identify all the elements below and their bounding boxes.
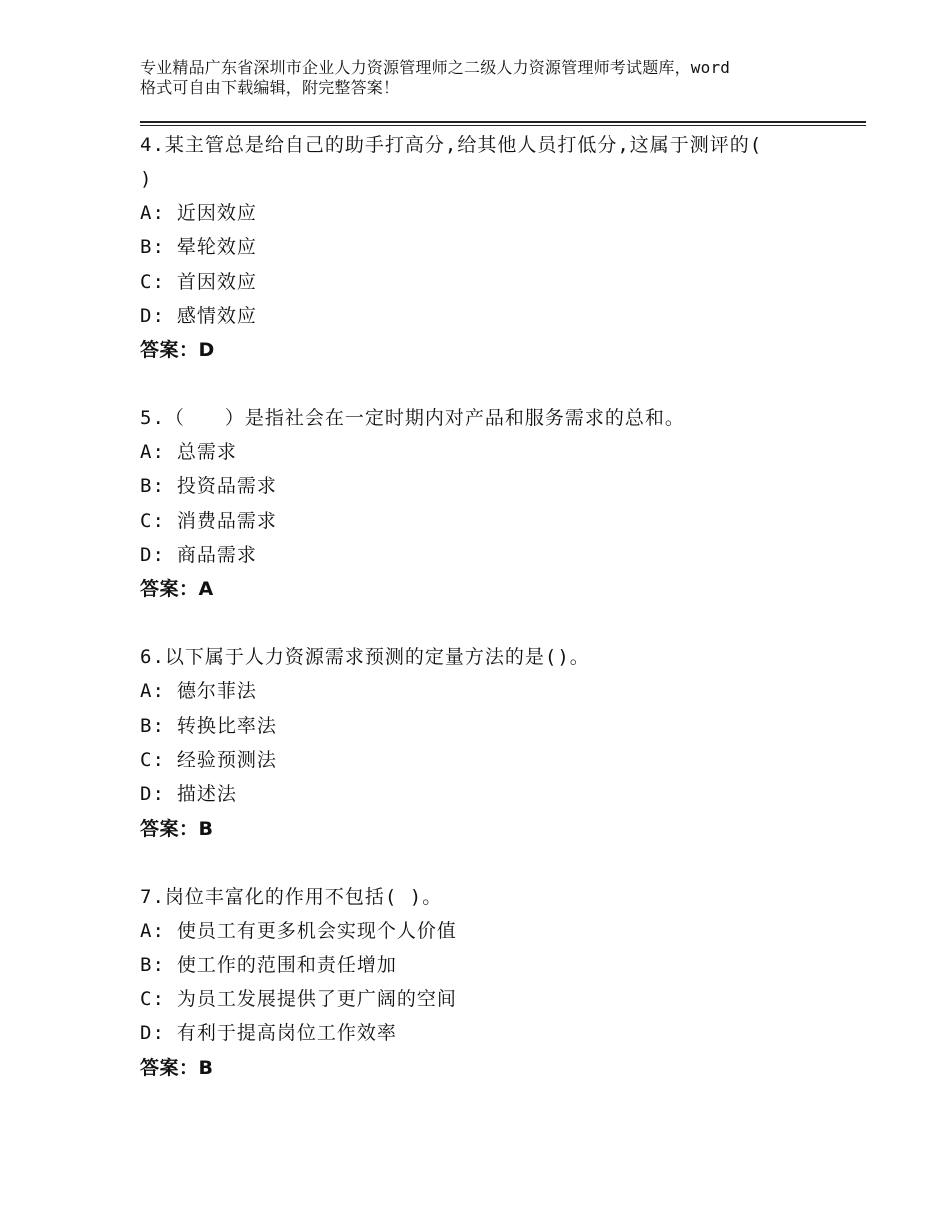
option-text: 描述法 — [176, 783, 237, 806]
option-a — [140, 196, 866, 230]
question-stem-line: 5.（ ）是指社会在一定时期内对产品和服务需求的总和。 — [140, 407, 685, 430]
option-text: 使工作的范围和责任增加 — [176, 953, 397, 976]
option-c — [140, 265, 866, 299]
option-c — [140, 504, 866, 538]
question-stem — [140, 128, 866, 196]
option-d — [140, 1016, 866, 1050]
option-letter: B: — [140, 953, 165, 976]
option-letter: D: — [140, 544, 165, 567]
option-letter: B: — [140, 475, 165, 498]
option-a — [140, 914, 866, 948]
option-letter: D: — [140, 304, 165, 327]
header-title-line-2: 格式可自由下载编辑，附完整答案！ — [140, 78, 400, 97]
question-spacer — [140, 846, 866, 880]
option-letter: C: — [140, 988, 165, 1011]
option-letter: B: — [140, 236, 165, 259]
option-letter: C: — [140, 509, 165, 532]
option-letter: A: — [140, 441, 165, 464]
option-text: 近因效应 — [176, 202, 257, 224]
question-4 — [140, 128, 866, 367]
question-7 — [140, 880, 866, 1085]
question-stem-line: 7.岗位丰富化的作用不包括( )。 — [140, 885, 443, 908]
option-text: 为员工发展提供了更广阔的空间 — [176, 988, 457, 1011]
header-rule-thin — [140, 125, 866, 126]
question-5 — [140, 401, 866, 606]
option-letter: C: — [140, 270, 165, 293]
option-text: 有利于提高岗位工作效率 — [176, 1022, 397, 1045]
option-c — [140, 982, 866, 1016]
option-text: 感情效应 — [176, 304, 257, 327]
option-letter: A: — [140, 919, 165, 942]
option-b — [140, 230, 866, 264]
option-c — [140, 743, 866, 777]
option-b — [140, 948, 866, 982]
option-d — [140, 538, 866, 572]
option-letter: D: — [140, 783, 165, 806]
option-letter: C: — [140, 748, 165, 771]
option-d — [140, 299, 866, 333]
option-letter: A: — [140, 680, 165, 703]
question-spacer — [140, 606, 866, 640]
option-a — [140, 674, 866, 708]
question-spacer — [140, 367, 866, 401]
answer-line: 答案：B — [140, 817, 214, 840]
option-text: 使员工有更多机会实现个人价值 — [176, 919, 457, 942]
question-list — [140, 128, 866, 1085]
option-text: 德尔菲法 — [176, 680, 257, 703]
option-b — [140, 469, 866, 503]
option-letter: D: — [140, 1022, 165, 1045]
question-stem — [140, 880, 866, 914]
question-stem-line: ) — [140, 168, 153, 190]
answer-line: 答案：D — [140, 339, 215, 362]
answer-line: 答案：B — [140, 1056, 214, 1079]
option-text: 首因效应 — [176, 270, 257, 293]
question-stem — [140, 401, 866, 435]
header-rule-thick — [140, 121, 866, 123]
option-text: 消费品需求 — [176, 509, 277, 532]
header-title-line-1: 专业精品广东省深圳市企业人力资源管理师之二级人力资源管理师考试题库，word — [140, 58, 731, 77]
option-text: 商品需求 — [176, 544, 257, 567]
answer-line: 答案：A — [140, 578, 214, 601]
option-text: 转换比率法 — [176, 714, 277, 737]
question-stem-line: 4.某主管总是给自己的助手打高分,给其他人员打低分,这属于测评的( — [140, 134, 763, 156]
option-letter: A: — [140, 202, 165, 224]
option-text: 晕轮效应 — [176, 236, 257, 259]
question-stem-line: 6.以下属于人力资源需求预测的定量方法的是()。 — [140, 646, 590, 669]
option-letter: B: — [140, 714, 165, 737]
option-a — [140, 435, 866, 469]
option-d — [140, 777, 866, 811]
option-text: 总需求 — [176, 441, 237, 464]
question-stem — [140, 640, 866, 674]
option-text: 经验预测法 — [176, 748, 277, 771]
document-header — [140, 58, 840, 98]
option-b — [140, 709, 866, 743]
question-6 — [140, 640, 866, 845]
option-text: 投资品需求 — [176, 475, 277, 498]
